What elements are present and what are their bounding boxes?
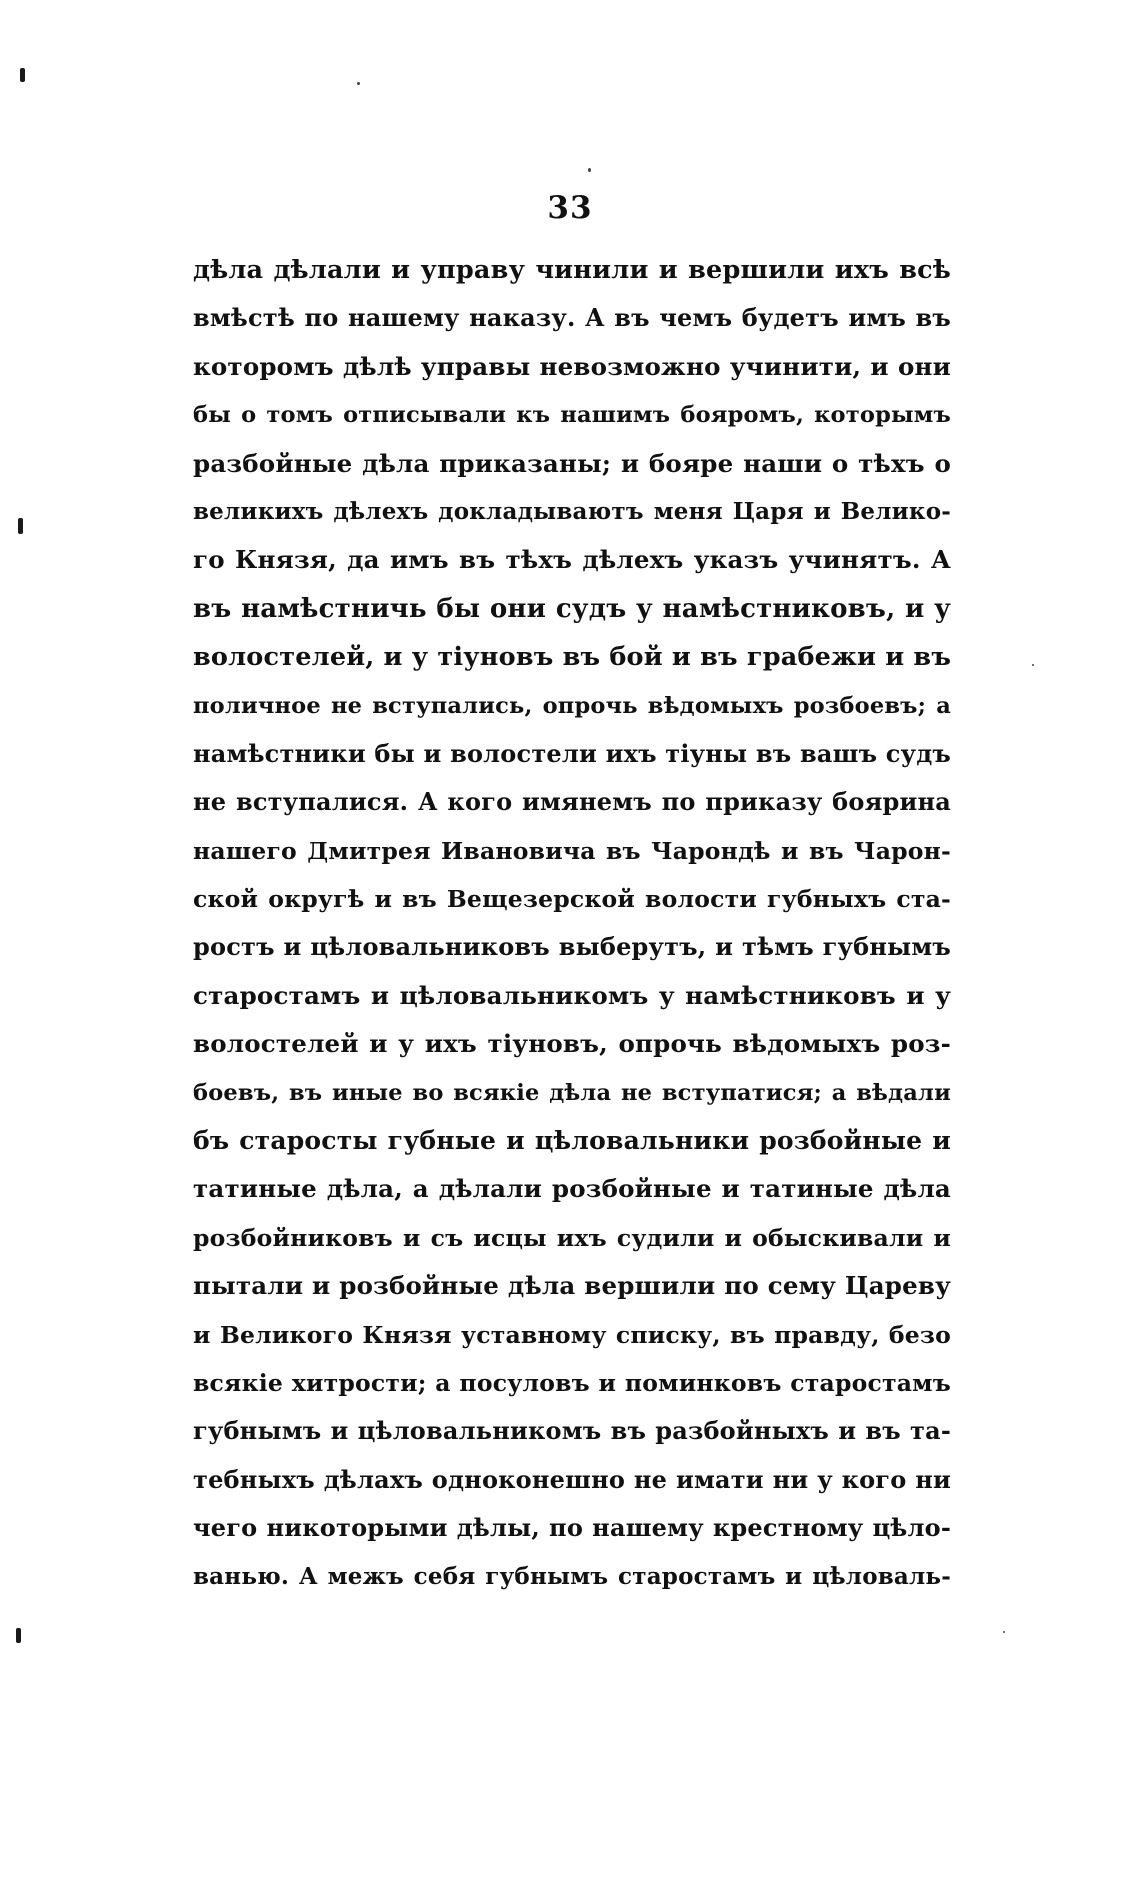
text-line: въ намѣстничь бы они судъ у намѣстниковъ, и у: [193, 593, 951, 624]
scan-artifact-mark: [16, 1628, 21, 1643]
text-line: ростъ и цѣловальниковъ выберутъ, и тѣмъ губнымъ: [193, 932, 951, 962]
text-line: и Великого Князя уставному списку, въ правду, безо: [193, 1320, 951, 1349]
scan-artifact-mark: [18, 518, 23, 534]
text-line: пытали и розбойные дѣла вершили по сему Цареву: [193, 1271, 951, 1301]
text-line: поличное не вступались, опрочь вѣдомыхъ розбоевъ; а: [193, 692, 951, 719]
body-text: [193, 246, 951, 1601]
scan-speck: [588, 168, 591, 172]
page-number: 33: [547, 190, 593, 226]
text-line: всякіе хитрости; а посуловъ и поминковъ старостамъ: [193, 1368, 951, 1397]
text-line: ванью. А межъ себя губнымъ старостамъ и цѣловаль-: [193, 1562, 951, 1590]
text-line: го Князя, да имъ въ тѣхъ дѣлехъ указъ учинятъ. А: [193, 545, 951, 575]
scan-artifact-mark: [20, 68, 25, 82]
text-line: которомъ дѣлѣ управы невозможно учинити, и они: [193, 351, 951, 381]
text-line: волостелей и у ихъ тіуновъ, опрочь вѣдомыхъ роз-: [193, 1029, 951, 1059]
text-line: не вступалися. А кого имянемъ по приказу боярина: [193, 787, 951, 817]
text-line: старостамъ и цѣловальникомъ у намѣстниковъ и у: [193, 980, 951, 1010]
text-line: тебныхъ дѣлахъ одноконешно не имати ни у кого ни: [193, 1464, 951, 1494]
text-line: разбойные дѣла приказаны; и бояре наши о тѣхъ о: [193, 448, 951, 478]
text-line: бъ старосты губные и цѣловальники розбойные и: [193, 1126, 951, 1156]
text-line: бы о томъ отписывали къ нашимъ бояромъ, которымъ: [193, 402, 951, 429]
scan-speck: [1003, 1631, 1005, 1633]
text-line: вмѣстѣ по нашему наказу. А въ чемъ будетъ имъ въ: [193, 303, 951, 333]
text-line: боевъ, въ иные во всякіе дѣла не вступатися; а вѣдали: [193, 1079, 951, 1106]
text-line: ской округѣ и въ Вещезерской волости губныхъ ста-: [193, 885, 951, 914]
text-line: розбойниковъ и съ исцы ихъ судили и обыскивали и: [193, 1223, 951, 1252]
text-line: волостелей, и у тіуновъ въ бой и въ грабежи и въ: [193, 642, 952, 673]
text-line: нашего Дмитрея Ивановича въ Чарондѣ и въ Чарон-: [193, 836, 951, 865]
text-line: дѣла дѣлали и управу чинили и вершили ихъ всѣ: [193, 255, 951, 285]
text-line: великихъ дѣлехъ докладываютъ меня Царя и Велико-: [193, 497, 951, 525]
scan-speck: [1032, 664, 1034, 666]
text-line: намѣстники бы и волостели ихъ тіуны въ вашъ судъ: [193, 738, 951, 768]
text-line: татиные дѣла, а дѣлали розбойные и татиные дѣла: [193, 1174, 951, 1204]
text-line: губнымъ и цѣловальникомъ въ разбойныхъ и въ та-: [193, 1416, 951, 1446]
scan-speck: [357, 82, 360, 85]
text-line: чего никоторыми дѣлы, по нашему крестному цѣло-: [193, 1513, 951, 1543]
